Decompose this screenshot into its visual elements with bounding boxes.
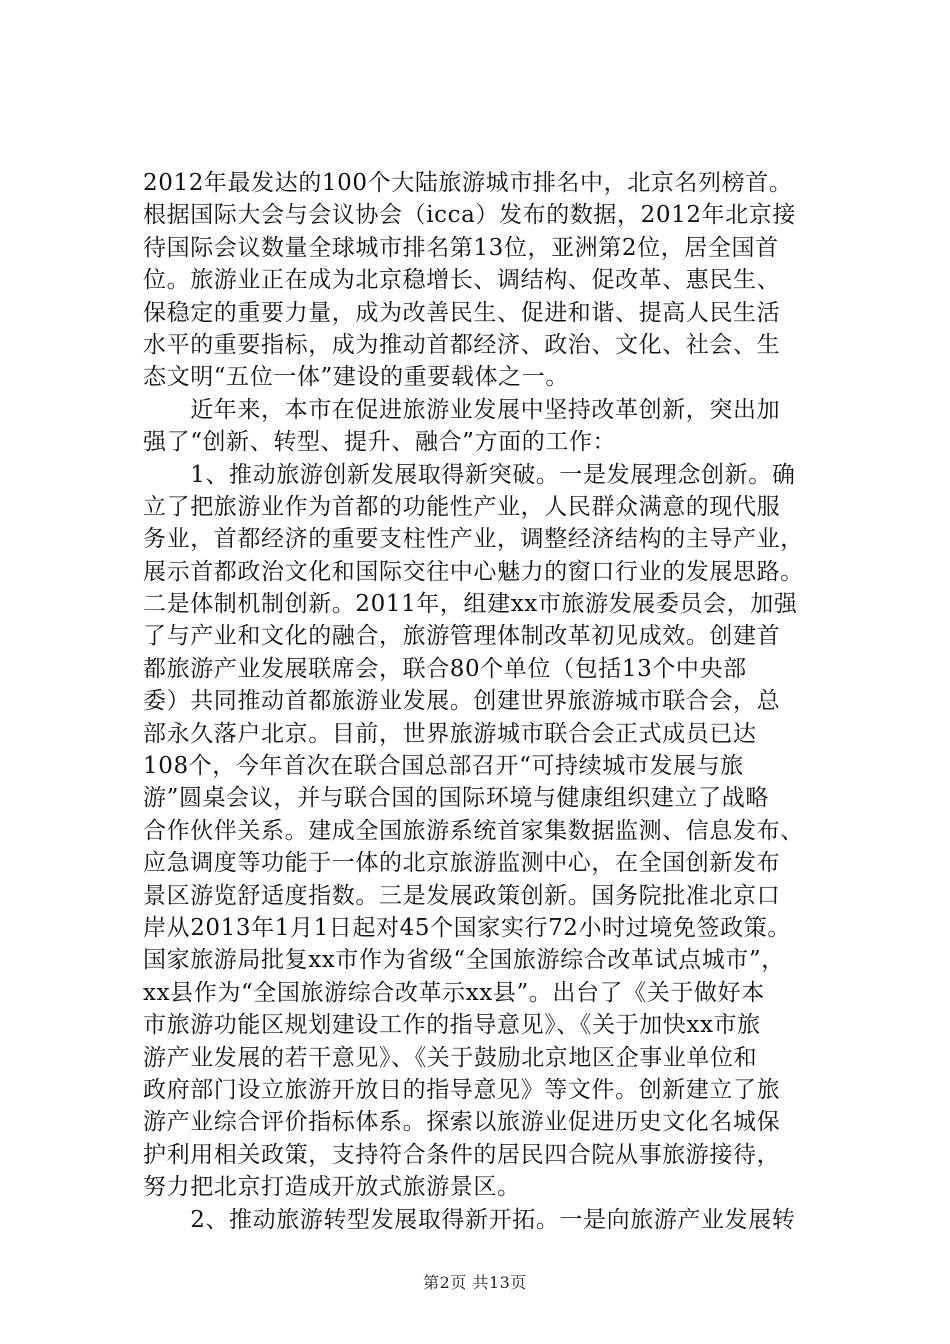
text-line: 根据国际大会与会议协会（icca）发布的数据，2012年北京接 xyxy=(143,202,796,229)
text-line: 待国际会议数量全球城市排名第13位，亚洲第2位，居全国首 xyxy=(143,234,779,261)
text-line: 立了把旅游业作为首都的功能性产业，人民群众满意的现代服 xyxy=(143,493,781,520)
text-line: 水平的重要指标，成为推动首都经济、政治、文化、社会、生 xyxy=(143,331,781,358)
text-line: 近年来，本市在促进旅游业发展中坚持改革创新，突出加 xyxy=(143,396,781,423)
text-line: 108个，今年首次在联合国总部召开“可持续城市发展与旅 xyxy=(143,753,744,780)
text-line: 市旅游功能区规划建设工作的指导意见》、《关于加快xx市旅 xyxy=(143,1012,761,1039)
text-line: 保稳定的重要力量，成为改善民生、促进和谐、提高人民生活 xyxy=(143,299,781,326)
text-line: 2、推动旅游转型发展取得新开拓。一是向旅游产业发展转 xyxy=(143,1206,796,1233)
text-line: 努力把北京打造成开放式旅游景区。 xyxy=(143,1174,521,1201)
text-line: 2012年最发达的100个大陆旅游城市排名中，北京名列榜首。 xyxy=(143,170,793,196)
text-line: 二是体制机制创新。2011年，组建xx市旅游发展委员会，加强 xyxy=(143,591,798,618)
text-line: 态文明“五位一体”建设的重要载体之一。 xyxy=(143,364,569,391)
text-line: 应急调度等功能于一体的北京旅游监测中心，在全国创新发布 xyxy=(143,850,781,877)
text-line: 1、推动旅游创新发展取得新突破。一是发展理念创新。确 xyxy=(143,461,796,488)
document-body xyxy=(143,167,833,1236)
text-line: 合作伙伴关系。建成全国旅游系统首家集数据监测、信息发布、 xyxy=(143,817,804,844)
text-line: 政府部门设立旅游开放日的指导意见》等文件。创新建立了旅 xyxy=(143,1076,781,1103)
page-footer: 第2页 共13页 xyxy=(423,1273,527,1292)
text-line: 部永久落户北京。目前，世界旅游城市联合会正式成员已达 xyxy=(143,720,757,747)
text-line: 务业，首都经济的重要支柱性产业，调整经济结构的主导产业， xyxy=(143,526,804,553)
text-line: 岸从2013年1月1日起对45个国家实行72小时过境免签政策。 xyxy=(143,914,791,941)
text-line: 景区游览舒适度指数。三是发展政策创新。国务院批准北京口 xyxy=(143,882,781,909)
text-line: 游产业发展的若干意见》、《关于鼓励北京地区企事业单位和 xyxy=(143,1044,758,1071)
text-line: 位。旅游业正在成为北京稳增长、调结构、促改革、惠民生、 xyxy=(143,267,781,294)
text-line: 游产业综合评价指标体系。探索以旅游业促进历史文化名城保 xyxy=(143,1109,781,1136)
text-line: 游”圆桌会议，并与联合国的国际环境与健康组织建立了战略 xyxy=(143,785,769,812)
text-line: 了与产业和文化的融合，旅游管理体制改革初见成效。创建首 xyxy=(143,623,781,650)
text-line: 国家旅游局批复xx市作为省级“全国旅游综合改革试点城市”， xyxy=(143,947,785,974)
text-line: xx县作为“全国旅游综合改革示xx县”。出台了《关于做好本 xyxy=(143,979,765,1006)
text-line: 都旅游产业发展联席会，联合80个单位（包括13个中央部 xyxy=(143,655,747,682)
text-line: 强了“创新、转型、提升、融合”方面的工作： xyxy=(143,429,617,456)
text-line: 护利用相关政策，支持符合条件的居民四合院从事旅游接待， xyxy=(143,1141,781,1168)
text-line: 展示首都政治文化和国际交往中心魅力的窗口行业的发展思路。 xyxy=(143,558,804,585)
text-line: 委）共同推动首都旅游业发展。创建世界旅游城市联合会，总 xyxy=(143,688,781,715)
